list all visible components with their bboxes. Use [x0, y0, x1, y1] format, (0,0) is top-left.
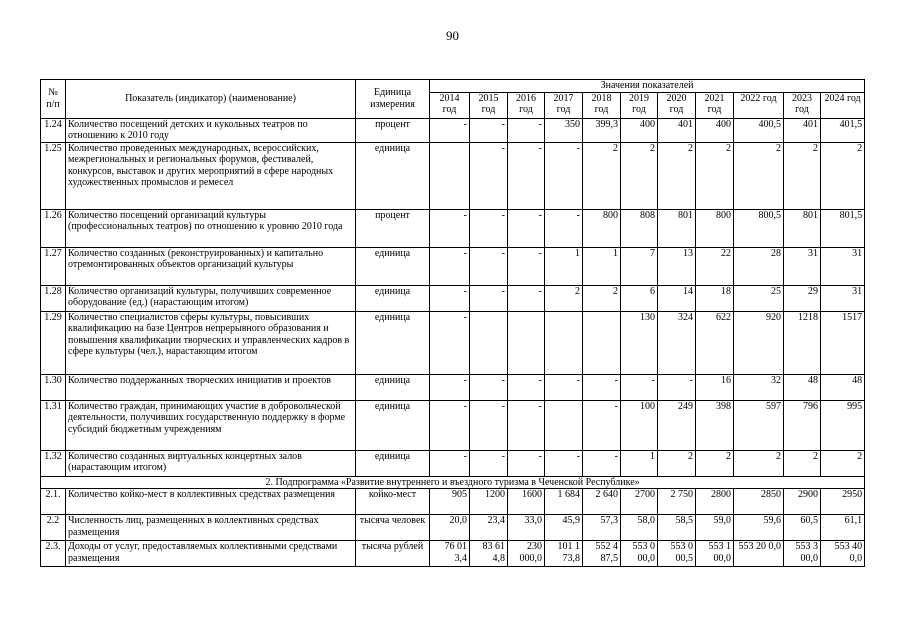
indicator-value — [583, 311, 621, 374]
indicator-value: 2 — [821, 450, 865, 476]
indicator-name: Численность лиц, размещенных в коллективных средствах размещения — [66, 515, 356, 541]
table-row — [41, 489, 865, 515]
indicator-value: 552 4 87,5 — [583, 541, 621, 567]
indicator-value: 2 — [734, 450, 784, 476]
indicator-value: 6 — [621, 285, 658, 311]
indicator-value: - — [508, 209, 545, 247]
indicator-value: 59,6 — [734, 515, 784, 541]
indicator-value: 2700 — [621, 489, 658, 515]
indicator-value: 800 — [696, 209, 734, 247]
indicator-value — [430, 142, 470, 209]
header-year: 2018 год — [583, 92, 621, 118]
table-row — [41, 209, 865, 247]
indicator-value: 2 750 — [658, 489, 696, 515]
indicator-value: 400 — [696, 118, 734, 142]
indicator-value: - — [430, 247, 470, 285]
indicator-value: 1517 — [821, 311, 865, 374]
indicator-unit: единица — [356, 311, 430, 374]
indicator-value: 13 — [658, 247, 696, 285]
indicator-value: - — [470, 374, 508, 400]
indicator-value: 1 684 — [545, 489, 583, 515]
indicator-value: 1200 — [470, 489, 508, 515]
indicator-value: 398 — [696, 400, 734, 450]
indicator-value — [508, 311, 545, 374]
indicator-value: 808 — [621, 209, 658, 247]
indicator-unit: единица — [356, 142, 430, 209]
indicator-name: Количество посещений организаций культуры (профессиональных театров) по отношению к уровню 2010 года — [66, 209, 356, 247]
indicator-name: Количество созданных виртуальных концертных залов (нарастающим итогом) — [66, 450, 356, 476]
indicator-value: 2 — [658, 142, 696, 209]
header-year: 2016 год — [508, 92, 545, 118]
indicator-value: 16 — [696, 374, 734, 400]
indicator-value: - — [470, 118, 508, 142]
indicator-unit: койко-мест — [356, 489, 430, 515]
section-row — [41, 476, 865, 489]
indicator-value: 796 — [784, 400, 821, 450]
indicator-value: - — [508, 400, 545, 450]
indicator-value: 7 — [621, 247, 658, 285]
indicator-value: 2 — [734, 142, 784, 209]
indicator-value: - — [583, 450, 621, 476]
indicator-value: 31 — [784, 247, 821, 285]
indicator-value: - — [508, 374, 545, 400]
indicator-value: - — [545, 450, 583, 476]
page-number: 90 — [446, 28, 459, 43]
indicator-value: - — [470, 285, 508, 311]
table-row — [41, 515, 865, 541]
header-year: 2021 год — [696, 92, 734, 118]
header-year: 2024 год — [821, 92, 865, 118]
indicator-unit: тысяча человек — [356, 515, 430, 541]
header-year: 2022 год — [734, 92, 784, 118]
indicator-value: - — [545, 142, 583, 209]
row-number: 2.1. — [41, 489, 66, 515]
row-number: 1.29 — [41, 311, 66, 374]
table-row — [41, 311, 865, 374]
indicator-value: 14 — [658, 285, 696, 311]
header-num: № п/п — [41, 80, 66, 119]
subprogram-title: 2. Подпрограмма «Развитие внутреннего и въездного туризма в Чеченской Республике» — [41, 476, 865, 489]
table-row — [41, 285, 865, 311]
indicator-value: 100 — [621, 400, 658, 450]
indicator-value: - — [508, 285, 545, 311]
indicator-value: 801 — [784, 209, 821, 247]
header-year: 2015 год — [470, 92, 508, 118]
indicator-value: 2 — [583, 285, 621, 311]
indicator-value: - — [430, 285, 470, 311]
indicator-value: 905 — [430, 489, 470, 515]
indicator-value: 23,4 — [470, 515, 508, 541]
indicator-value: 399,3 — [583, 118, 621, 142]
indicator-value: 801 — [658, 209, 696, 247]
indicator-value: 1 — [545, 247, 583, 285]
indicator-name: Доходы от услуг, предоставляемых коллективными средствами размещения — [66, 541, 356, 567]
indicator-value: 324 — [658, 311, 696, 374]
indicator-value: 995 — [821, 400, 865, 450]
indicator-value: 553 0 00,0 — [621, 541, 658, 567]
table-row — [41, 374, 865, 400]
indicator-value: 58,0 — [621, 515, 658, 541]
indicator-value: 1218 — [784, 311, 821, 374]
row-number: 1.27 — [41, 247, 66, 285]
indicator-value: 2 — [696, 450, 734, 476]
indicator-value: 800,5 — [734, 209, 784, 247]
indicators-table — [40, 79, 865, 567]
indicator-value: - — [508, 118, 545, 142]
indicator-value: - — [430, 118, 470, 142]
indicator-value: 31 — [821, 285, 865, 311]
indicator-value: 400 — [621, 118, 658, 142]
indicator-name: Количество граждан, принимающих участие в добровольческой деятельности, получивших государственную поддержку в форме субсидий бюджетным учреждениям — [66, 400, 356, 450]
indicator-value: 2 — [583, 142, 621, 209]
row-number: 1.31 — [41, 400, 66, 450]
header-year: 2014 год — [430, 92, 470, 118]
indicator-value: - — [508, 450, 545, 476]
indicator-value: 553 20 0,0 — [734, 541, 784, 567]
indicator-value: 2950 — [821, 489, 865, 515]
indicator-value: - — [508, 142, 545, 209]
indicator-value — [545, 311, 583, 374]
indicator-value: 2850 — [734, 489, 784, 515]
table-row — [41, 142, 865, 209]
indicator-value: 2 — [696, 142, 734, 209]
indicator-value: 401,5 — [821, 118, 865, 142]
indicator-value: - — [470, 400, 508, 450]
indicator-value: 32 — [734, 374, 784, 400]
indicator-value: 2 — [784, 142, 821, 209]
indicator-value: 597 — [734, 400, 784, 450]
indicator-name: Количество созданных (реконструированных) и капитально отремонтированных объектов организаций культуры — [66, 247, 356, 285]
indicator-name: Количество койко-мест в коллективных средствах размещения — [66, 489, 356, 515]
indicator-value: - — [470, 450, 508, 476]
indicator-unit: единица — [356, 374, 430, 400]
indicator-unit: процент — [356, 118, 430, 142]
indicator-value: 2 — [545, 285, 583, 311]
row-number: 1.30 — [41, 374, 66, 400]
row-number: 1.28 — [41, 285, 66, 311]
indicator-value: 29 — [784, 285, 821, 311]
indicator-value: 2 — [784, 450, 821, 476]
indicator-value: 401 — [658, 118, 696, 142]
indicator-value: 18 — [696, 285, 734, 311]
indicator-value: 801,5 — [821, 209, 865, 247]
indicator-value: 48 — [821, 374, 865, 400]
indicator-name: Количество проведенных международных, всероссийских, межрегиональных и региональных форумов, фестивалей, конкурсов, выставок и других мероприятий в сфере народных художественных промыслов и ремесел — [66, 142, 356, 209]
header-values: Значения показателей — [430, 80, 865, 93]
indicator-value: 2 640 — [583, 489, 621, 515]
indicator-value: - — [470, 209, 508, 247]
indicator-value: - — [658, 374, 696, 400]
indicator-value: - — [470, 247, 508, 285]
indicator-value: 48 — [784, 374, 821, 400]
indicator-value: 2900 — [784, 489, 821, 515]
indicator-value: 31 — [821, 247, 865, 285]
header-year: 2020 год — [658, 92, 696, 118]
indicator-unit: единица — [356, 450, 430, 476]
indicator-value: - — [545, 209, 583, 247]
indicator-value: 350 — [545, 118, 583, 142]
indicator-value: - — [583, 374, 621, 400]
indicator-value: 58,5 — [658, 515, 696, 541]
indicator-value: 400,5 — [734, 118, 784, 142]
table-row — [41, 400, 865, 450]
indicator-value: 28 — [734, 247, 784, 285]
indicator-value: - — [430, 374, 470, 400]
indicator-value: 2 — [821, 142, 865, 209]
indicator-value: 25 — [734, 285, 784, 311]
indicator-value: - — [545, 374, 583, 400]
header-year: 2023 год — [784, 92, 821, 118]
indicator-value: 1 — [583, 247, 621, 285]
header-year: 2019 год — [621, 92, 658, 118]
indicator-value: 61,1 — [821, 515, 865, 541]
indicator-value: 800 — [583, 209, 621, 247]
indicator-value: 622 — [696, 311, 734, 374]
header-year: 2017 год — [545, 92, 583, 118]
indicator-value: - — [583, 400, 621, 450]
indicator-value: 1600 — [508, 489, 545, 515]
indicator-value: 553 40 0,0 — [821, 541, 865, 567]
indicator-value: 553 0 00,5 — [658, 541, 696, 567]
indicator-value: 553 3 00,0 — [784, 541, 821, 567]
indicator-unit: процент — [356, 209, 430, 247]
indicator-name: Количество посещений детских и кукольных театров по отношению к 2010 году — [66, 118, 356, 142]
indicator-value: 22 — [696, 247, 734, 285]
indicator-value: - — [430, 311, 470, 374]
indicator-value: 553 1 00,0 — [696, 541, 734, 567]
indicator-value: 59,0 — [696, 515, 734, 541]
row-number: 2.2 — [41, 515, 66, 541]
row-number: 1.25 — [41, 142, 66, 209]
table-row — [41, 541, 865, 567]
indicator-value: 33,0 — [508, 515, 545, 541]
indicator-value: 401 — [784, 118, 821, 142]
indicator-unit: единица — [356, 247, 430, 285]
indicator-value: 249 — [658, 400, 696, 450]
row-number: 1.26 — [41, 209, 66, 247]
indicator-value: 920 — [734, 311, 784, 374]
indicator-value: 2 — [621, 142, 658, 209]
indicator-value: - — [430, 209, 470, 247]
indicator-value: 76 01 3,4 — [430, 541, 470, 567]
indicator-value: - — [430, 450, 470, 476]
indicator-value: - — [470, 142, 508, 209]
indicator-value: 60,5 — [784, 515, 821, 541]
indicator-unit: единица — [356, 400, 430, 450]
indicator-value: - — [430, 400, 470, 450]
indicator-value: 45,9 — [545, 515, 583, 541]
indicator-value: 57,3 — [583, 515, 621, 541]
indicator-value: 101 1 73,8 — [545, 541, 583, 567]
row-number: 1.24 — [41, 118, 66, 142]
indicator-value: 20,0 — [430, 515, 470, 541]
table-row — [41, 450, 865, 476]
indicator-value: - — [621, 374, 658, 400]
indicator-unit: единица — [356, 285, 430, 311]
indicator-value: - — [508, 247, 545, 285]
table-row — [41, 118, 865, 142]
indicator-value — [545, 400, 583, 450]
indicator-value: 130 — [621, 311, 658, 374]
header-unit: Единица измерения — [356, 80, 430, 119]
indicator-name: Количество специалистов сферы культуры, повысивших квалификацию на базе Центров непрерывного образования и повышения квалификации творческих и управленческих кадров в сфере культуры (чел.), нарастающим итогом — [66, 311, 356, 374]
indicator-value: 230 000,0 — [508, 541, 545, 567]
indicator-name: Количество организаций культуры, получивших современное оборудование (ед.) (нарастающим итогом) — [66, 285, 356, 311]
indicator-name: Количество поддержанных творческих инициатив и проектов — [66, 374, 356, 400]
indicator-value: 83 61 4,8 — [470, 541, 508, 567]
indicator-value: 2800 — [696, 489, 734, 515]
row-number: 1.32 — [41, 450, 66, 476]
indicator-value: 2 — [658, 450, 696, 476]
header-name: Показатель (индикатор) (наименование) — [66, 80, 356, 119]
row-number: 2.3. — [41, 541, 66, 567]
indicator-value: 1 — [621, 450, 658, 476]
indicator-value — [470, 311, 508, 374]
indicator-unit: тысяча рублей — [356, 541, 430, 567]
table-row — [41, 247, 865, 285]
